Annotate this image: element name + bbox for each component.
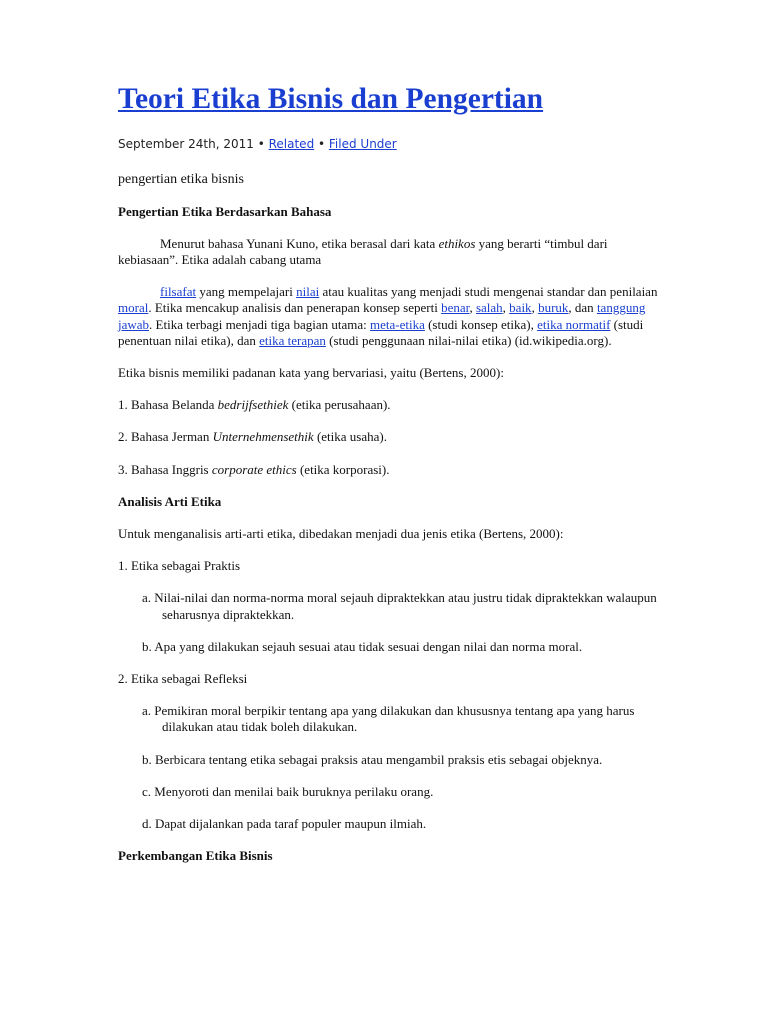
document-page xyxy=(118,82,658,864)
filed-under-link[interactable]: Filed Under xyxy=(328,137,397,152)
section-heading-perkembangan: Perkembangan Etika Bisnis xyxy=(118,848,273,864)
paragraph-etymology: Menurut bahasa Yunani Kuno, etika berasal dari kata ethikos yang berarti “timbul dari kebiasaan”. Etika adalah cabang utama xyxy=(118,235,608,267)
link-benar[interactable]: benar xyxy=(441,300,470,316)
sub-item-refleksi-c: c. Menyoroti dan menilai baik buruknya perilaku orang. xyxy=(142,783,434,799)
term-ethikos: ethikos xyxy=(438,235,476,251)
sub-item-praktis-b: b. Apa yang dilakukan sejauh sesuai atau tidak sesuai dengan nilai dan norma moral. xyxy=(142,638,583,654)
paragraph-padanan: Etika bisnis memiliki padanan kata yang bervariasi, yaitu (Bertens, 2000): xyxy=(118,365,504,381)
sub-item-praktis-a: a. Nilai-nilai dan norma-norma moral sejauh dipraktekkan atau justru tidak dipraktekkan walaupun seharusnya dipraktekkan. xyxy=(142,590,657,622)
link-filsafat[interactable]: filsafat xyxy=(160,284,197,300)
link-tanggung-jawab[interactable]: tanggung jawab xyxy=(118,300,646,332)
link-moral[interactable]: moral xyxy=(118,300,149,316)
sub-item-refleksi-b: b. Berbicara tentang etika sebagai praksis atau mengambil praksis etis sebagai objeknya. xyxy=(142,751,603,767)
link-baik[interactable]: baik xyxy=(509,300,532,316)
term-unternehmensethik: Unternehmensethik xyxy=(212,429,314,445)
list-item-praktis: 1. Etika sebagai Praktis xyxy=(118,558,241,574)
meta-separator: • xyxy=(314,137,329,152)
article-title-link[interactable]: Teori Etika Bisnis dan Pengertian xyxy=(118,83,544,115)
article-meta xyxy=(118,137,658,151)
link-nilai[interactable]: nilai xyxy=(296,284,320,300)
list-item-jerman: 2. Bahasa Jerman Unternehmensethik (etika usaha). xyxy=(118,429,387,445)
intro-text: pengertian etika bisnis xyxy=(118,172,244,188)
link-meta-etika[interactable]: meta-etika xyxy=(369,316,425,332)
sub-item-refleksi-d: d. Dapat dijalankan pada taraf populer maupun ilmiah. xyxy=(142,816,427,832)
list-item-inggris: 3. Bahasa Inggris corporate ethics (etika korporasi). xyxy=(118,461,390,477)
link-etika-terapan[interactable]: etika terapan xyxy=(259,332,326,348)
term-bedrijfsethiek: bedrijfsethiek xyxy=(217,397,289,413)
section-heading-analisis: Analisis Arti Etika xyxy=(118,493,222,509)
meta-separator: • xyxy=(253,137,269,152)
post-date: September 24th, 2011 xyxy=(118,137,254,152)
list-item-refleksi: 2. Etika sebagai Refleksi xyxy=(118,671,248,687)
link-buruk[interactable]: buruk xyxy=(538,300,569,316)
term-corporate-ethics: corporate ethics xyxy=(211,461,297,477)
link-etika-normatif[interactable]: etika normatif xyxy=(537,316,611,332)
sub-item-refleksi-a: a. Pemikiran moral berpikir tentang apa yang dilakukan dan khususnya tentang apa yang harus dilakukan atau tidak boleh dilakukan. xyxy=(142,703,635,735)
link-salah[interactable]: salah xyxy=(475,300,503,316)
paragraph-definition: filsafat yang mempelajari nilai atau kualitas yang menjadi studi mengenai standar dan penilaian moral. Etika mencakup analisis dan penerapan konsep seperti benar, salah, baik, buruk, dan tanggung jawab. Etika terbagi menjadi tiga bagian utama: meta-etika (studi konsep etika), etika normatif (studi penentuan nilai etika), dan etika terapan (studi penggunaan nilai-nilai etika) (id.wikipedia.org). xyxy=(118,284,658,348)
paragraph-analisis: Untuk menganalisis arti-arti etika, dibedakan menjadi dua jenis etika (Bertens, 2000): xyxy=(118,526,564,542)
list-item-belanda: 1. Bahasa Belanda bedrijfsethiek (etika perusahaan). xyxy=(118,397,391,413)
section-heading-bahasa: Pengertian Etika Berdasarkan Bahasa xyxy=(118,203,332,219)
related-link[interactable]: Related xyxy=(268,137,315,152)
